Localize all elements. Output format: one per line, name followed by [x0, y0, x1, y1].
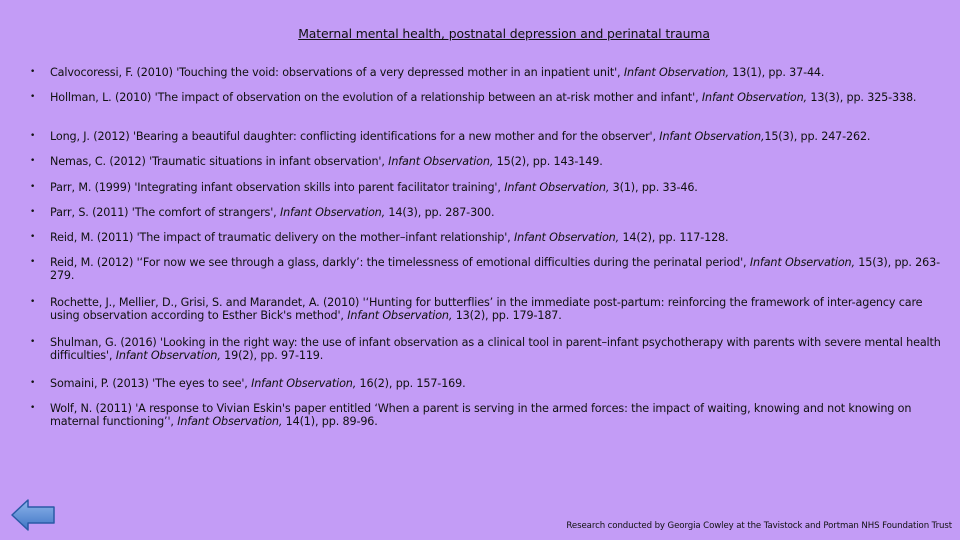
reference-citation: 15(3), pp. 263-279. [50, 256, 940, 282]
reference-text: Rochette, J., Mellier, D., Grisi, S. and Marandet, A. (2010) '‘Hunting for butterflies’ in the immediate post-partum: reinforcing the framework of inter-agency care using observation according to Esther Bick's method', [50, 296, 923, 322]
reference-citation: 14(1), pp. 89-96. [282, 415, 378, 428]
journal-name: Infant Observation, [115, 349, 221, 362]
reference-citation: 13(1), pp. 37-44. [728, 66, 825, 79]
reference-citation: 19(2), pp. 97-119. [220, 349, 324, 362]
journal-name: Infant Observation, [623, 66, 729, 79]
bullet-icon: • [30, 131, 36, 141]
reference-text: Hollman, L. (2010) 'The impact of observation on the evolution of a relationship between an at-risk mother and infant', [50, 91, 702, 104]
bullet-icon: • [30, 403, 36, 413]
journal-name: Infant Observation, [701, 91, 807, 104]
reference-item [30, 181, 945, 194]
bullet-icon: • [30, 156, 36, 166]
bullet-icon: • [30, 257, 36, 267]
reference-citation: 16(2), pp. 157-169. [356, 377, 466, 390]
journal-name: Infant Observation, [347, 309, 453, 322]
reference-item [30, 155, 945, 168]
reference-text: Somaini, P. (2013) 'The eyes to see', [50, 377, 252, 390]
reference-text: Long, J. (2012) 'Bearing a beautiful daughter: conflicting identifications for a new mother and for the observer', [50, 130, 660, 143]
bullet-icon: • [30, 378, 36, 388]
reference-citation: 15(3), pp. 247-262. [764, 130, 871, 143]
bullet-icon: • [30, 297, 36, 307]
reference-citation: 3(1), pp. 33-46. [609, 181, 698, 194]
reference-item [30, 231, 945, 244]
journal-name: Infant Observation, [504, 181, 610, 194]
reference-item [30, 130, 945, 143]
journal-name: Infant Observation, [513, 231, 620, 244]
bullet-icon: • [30, 207, 36, 217]
reference-citation: 13(3), pp. 325-338. [806, 91, 917, 104]
reference-item [30, 377, 945, 390]
bullet-icon: • [30, 92, 36, 102]
reference-text: Reid, M. (2011) 'The impact of traumatic delivery on the mother–infant relationship', [50, 231, 514, 244]
reference-citation: 14(3), pp. 287-300. [385, 206, 495, 219]
reference-citation: 13(2), pp. 179-187. [452, 309, 562, 322]
reference-item [30, 336, 945, 362]
reference-item [30, 296, 945, 322]
bullet-icon: • [30, 67, 36, 77]
back-button[interactable] [10, 497, 56, 533]
reference-text: Nemas, C. (2012) 'Traumatic situations in infant observation', [50, 155, 389, 168]
journal-name: Infant Observation, [177, 415, 283, 428]
bullet-icon: • [30, 182, 36, 192]
reference-text: Shulman, G. (2016) 'Looking in the right way: the use of infant observation as a clinical tool in parent–infant psychotherapy with parents with severe mental health difficulties', [50, 336, 941, 362]
journal-name: Infant Observation, [659, 130, 765, 143]
reference-item [30, 402, 945, 428]
reference-item [30, 91, 945, 104]
reference-item [30, 206, 945, 219]
reference-text: Reid, M. (2012) '‘For now we see through a glass, darkly’: the timelessness of emotional difficulties during the perinatal period', [50, 256, 750, 269]
journal-name: Infant Observation, [749, 256, 855, 269]
journal-name: Infant Observation, [251, 377, 357, 390]
footer-credit: Research conducted by Georgia Cowley at the Tavistock and Portman NHS Foundation Trust [566, 521, 952, 531]
reference-citation: 15(2), pp. 143-149. [493, 155, 603, 168]
reference-text: Calvocoressi, F. (2010) 'Touching the void: observations of a very depressed mother in an inpatient unit', [50, 66, 624, 79]
reference-item [30, 66, 945, 79]
reference-text: Parr, S. (2011) 'The comfort of strangers', [50, 206, 280, 219]
bullet-icon: • [30, 232, 36, 242]
journal-name: Infant Observation, [279, 206, 386, 219]
reference-citation: 14(2), pp. 117-128. [619, 231, 729, 244]
journal-name: Infant Observation, [388, 155, 494, 168]
reference-text: Parr, M. (1999) 'Integrating infant observation skills into parent facilitator training', [50, 181, 505, 194]
page-title: Maternal mental health, postnatal depression and perinatal trauma [298, 26, 710, 41]
reference-item [30, 256, 945, 282]
left-arrow-icon [10, 497, 56, 533]
bullet-icon: • [30, 337, 36, 347]
reference-text: Wolf, N. (2011) 'A response to Vivian Eskin's paper entitled ‘When a parent is serving in the armed forces: the impact of waiting, knowing and not knowing on maternal functioning’', [50, 402, 912, 428]
